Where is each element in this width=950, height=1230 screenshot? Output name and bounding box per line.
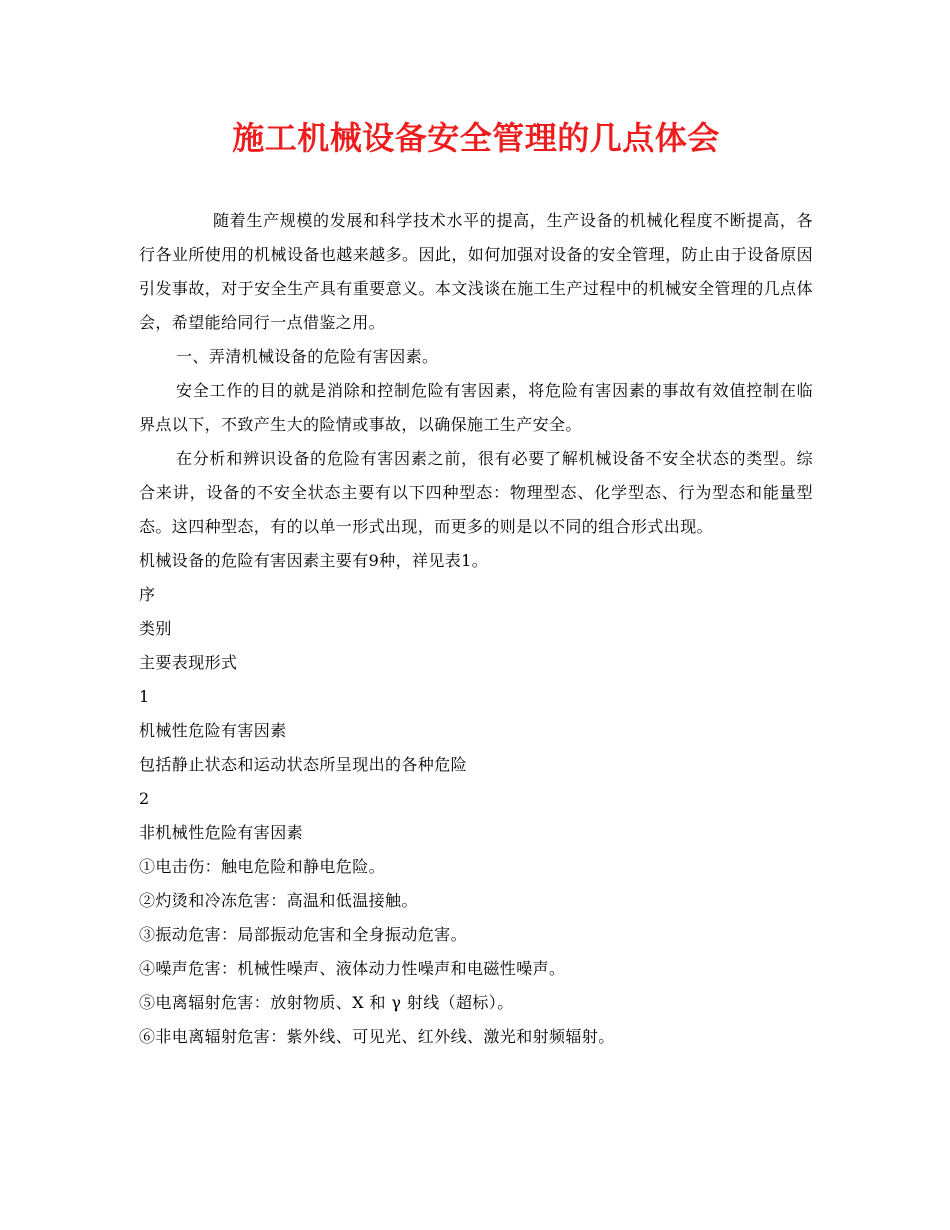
paragraph-safety-goal: 安全工作的目的就是消除和控制危险有害因素，将危险有害因素的事故有效值控制在临界点以下，不致产生大的险情或事故，以确保施工生产安全。 xyxy=(139,381,813,434)
paragraph-unsafe-states: 在分析和辨识设备的危险有害因素之前，很有必要了解机械设备不安全状态的类型。综合来讲，设备的不安全状态主要有以下四种型态：物理型态、化学型态、行为型态和能量型态。这四种型态，有的以单一形式出现，而更多的则是以不同的组合形式出现。 xyxy=(139,449,813,536)
table-row-2-item-6: ⑥非电离辐射危害：紫外线、可见光、红外线、激光和射频辐射。 xyxy=(139,1027,615,1046)
table-row-2-item-3: ③振动危害：局部振动危害和全身振动危害。 xyxy=(139,925,468,944)
table-row-1-index: 1 xyxy=(139,687,150,706)
table-row-1-forms: 包括静止状态和运动状态所呈现出的各种危险 xyxy=(139,755,468,774)
table-row-1-category: 机械性危险有害因素 xyxy=(139,721,287,740)
table-header-category: 类别 xyxy=(139,619,172,638)
paragraph-table-intro: 机械设备的危险有害因素主要有9种，祥见表1。 xyxy=(139,551,489,570)
paragraph-intro: 随着生产规模的发展和科学技术水平的提高，生产设备的机械化程度不断提高，各行各业所使用的机械设备也越来越多。因此，如何加强对设备的安全管理，防止由于设备原因引发事故，对于安全生产具有重要意义。本文浅谈在施工生产过程中的机械安全管理的几点体会，希望能给同行一点借鉴之用。 xyxy=(139,211,813,332)
table-row-2-index: 2 xyxy=(139,789,150,808)
table-header-index: 序 xyxy=(139,585,156,604)
table-header-forms: 主要表现形式 xyxy=(139,653,238,672)
document-title: 施工机械设备安全管理的几点体会 xyxy=(232,119,720,157)
table-row-2-category: 非机械性危险有害因素 xyxy=(139,823,304,842)
section-heading-1: 一、弄清机械设备的危险有害因素。 xyxy=(176,347,439,366)
table-row-2-item-4: ④噪声危害：机械性噪声、液体动力性噪声和电磁性噪声。 xyxy=(139,959,566,978)
table-row-2-item-5: ⑤电离辐射危害：放射物质、X 和 γ 射线（超标）。 xyxy=(139,993,514,1012)
table-row-2-item-2: ②灼烫和冷冻危害：高温和低温接触。 xyxy=(139,891,418,910)
table-row-2-item-1: ①电击伤：触电危险和静电危险。 xyxy=(139,857,386,876)
document-body xyxy=(139,204,813,1054)
